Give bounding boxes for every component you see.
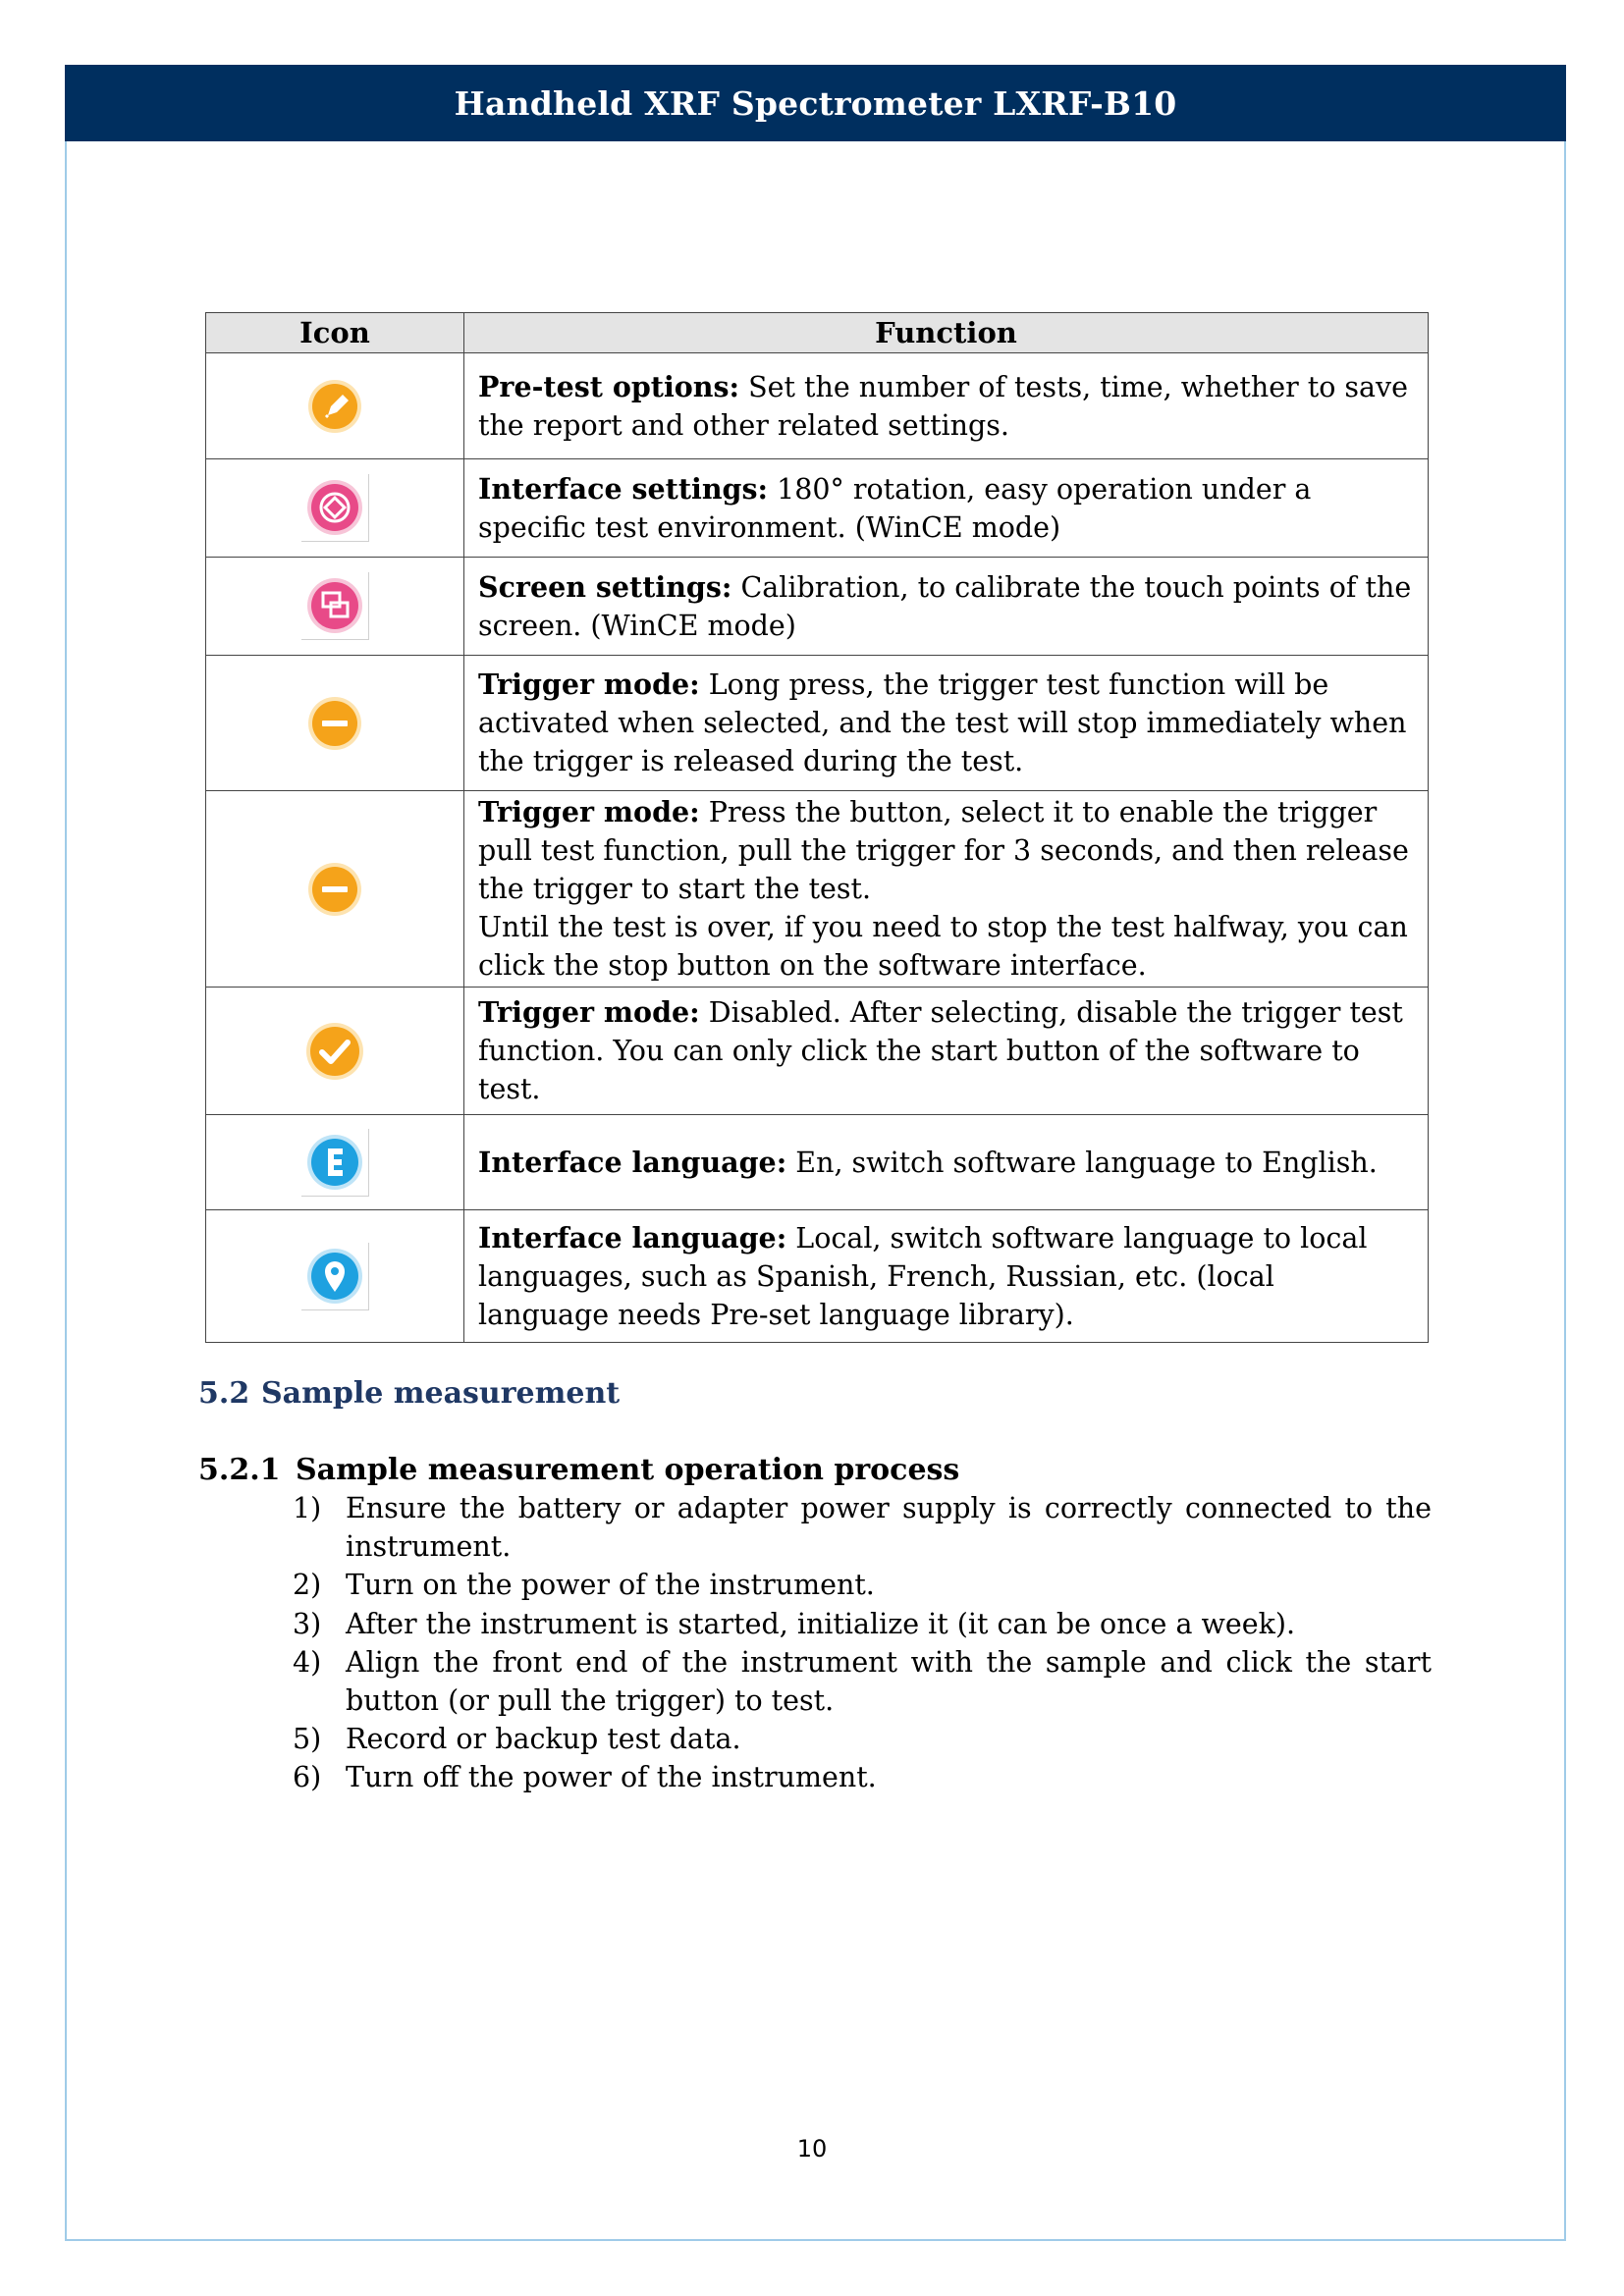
function-cell [464,459,1429,558]
icon-cell [206,656,464,791]
icon-cell [206,353,464,459]
icon-cell [206,988,464,1115]
function-description-continued: Until the test is over, if you need to stop the test halfway, you can click the stop button on the software interface. [478,911,1408,982]
icon-cell [206,1115,464,1210]
function-cell [464,353,1429,459]
step-text: Record or backup test data. [346,1723,741,1756]
minus-icon [301,690,368,757]
checkmark-icon [301,1018,368,1085]
subsection-title: Sample measurement operation process [296,1453,960,1487]
function-description: Press the button, select it to enable the trigger pull test function, pull the trigger for 3 seconds, and then release the trigger to start the test. [478,796,1409,905]
function-cell [464,791,1429,988]
list-item [293,1605,1432,1643]
section-title: Sample measurement [261,1376,621,1411]
rotation-icon [301,474,369,542]
function-title: Interface language: [478,1220,787,1255]
table-header-row [206,313,1429,353]
function-cell [464,656,1429,791]
function-description: Disabled. After selecting, disable the trigger test function. You can only click the start button of the software to test. [478,996,1403,1105]
function-description: Calibration, to calibrate the touch points of the screen. (WinCE mode) [478,570,1412,642]
subsection-number: 5.2.1 [198,1453,281,1487]
function-title: Trigger mode: [478,995,700,1029]
section-number: 5.2 [198,1376,250,1411]
function-cell [464,988,1429,1115]
pencil-icon [301,373,368,440]
function-description: En, switch software language to English. [786,1146,1378,1179]
function-title: Trigger mode: [478,667,700,701]
function-description: Set the number of tests, time, whether to save the report and other related settings. [478,370,1409,442]
function-cell [464,1210,1429,1343]
function-title: Interface settings: [478,471,769,506]
icon-cell [206,459,464,558]
function-description: Long press, the trigger test function will be activated when selected, and the test will stop immediately when the trigger is released during the test. [478,668,1407,777]
table-row [206,988,1429,1115]
step-number: 1) [293,1492,322,1524]
step-text: Align the front end of the instrument with the sample and click the start button (or pull the trigger) to test. [346,1645,1432,1718]
list-item [293,1489,1432,1566]
section-heading-5-2 [198,1376,620,1411]
minus-icon [301,856,368,923]
table-row [206,656,1429,791]
screen-calibrate-icon [301,572,369,640]
function-description: Local, switch software language to local languages, such as Spanish, French, Russian, etc. (local language needs Pre-set language library). [478,1221,1368,1331]
function-title: Pre-test options: [478,369,740,403]
icon-cell [206,558,464,656]
step-text: Turn off the power of the instrument. [346,1761,877,1794]
icon-cell [206,791,464,988]
list-item [293,1758,1432,1796]
function-description: 180° rotation, easy operation under a specific test environment. (WinCE mode) [478,472,1312,544]
step-text: Ensure the battery or adapter power supply is correctly connected to the instrument. [346,1492,1432,1564]
table-row [206,791,1429,988]
table-row [206,558,1429,656]
list-item [293,1566,1432,1604]
table-row [206,1115,1429,1210]
step-number: 2) [293,1569,322,1602]
function-cell [464,1115,1429,1210]
step-number: 6) [293,1761,322,1794]
function-title: Trigger mode: [478,795,700,828]
header-title: Handheld XRF Spectrometer LXRF-B10 [454,83,1177,123]
list-item [293,1643,1432,1720]
location-pin-icon [301,1243,369,1310]
column-header-function: Function [464,313,1429,353]
step-number: 4) [293,1645,322,1679]
table-row [206,459,1429,558]
letter-e-icon [301,1129,369,1197]
icon-function-table [205,312,1429,1343]
function-title: Interface language: [478,1145,787,1179]
step-number: 5) [293,1723,322,1756]
document-header [65,65,1566,141]
table-row [206,353,1429,459]
column-header-icon: Icon [206,313,464,353]
step-text: After the instrument is started, initialize it (it can be once a week). [346,1607,1296,1640]
icon-cell [206,1210,464,1343]
step-number: 3) [293,1607,322,1640]
list-item [293,1720,1432,1758]
subsection-heading-5-2-1 [198,1453,959,1487]
function-cell [464,558,1429,656]
function-title: Screen settings: [478,569,732,604]
procedure-steps [293,1489,1432,1797]
step-text: Turn on the power of the instrument. [346,1569,875,1602]
table-row [206,1210,1429,1343]
page-number: 10 [796,2135,828,2163]
